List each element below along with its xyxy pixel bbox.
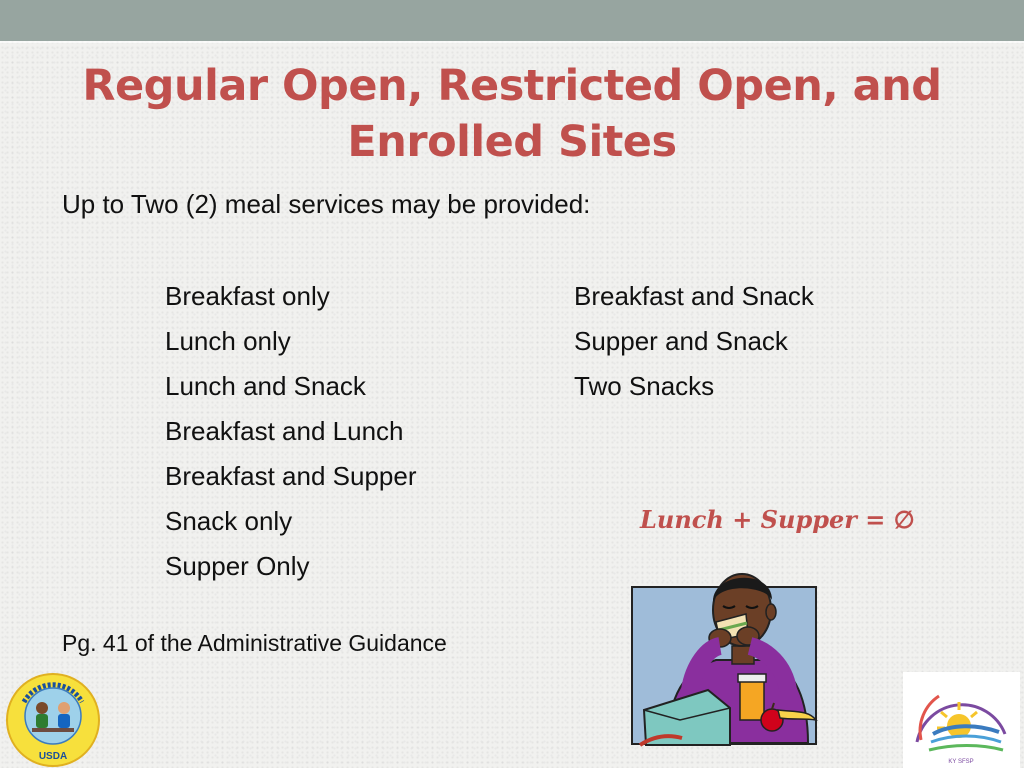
- ky-sfsp-logo: [903, 672, 1020, 768]
- equation-empty-set: ∅: [893, 505, 915, 534]
- boy-eating-lunch-icon: [620, 560, 840, 760]
- lunch-supper-equation: [640, 505, 915, 534]
- meal-option: Lunch and Snack: [165, 371, 366, 401]
- meal-option: Snack only: [165, 506, 293, 536]
- equation-term-supper: Supper: [760, 505, 857, 534]
- reference-note: Pg. 41 of the Administrative Guidance: [62, 630, 447, 656]
- equation-term-lunch: Lunch: [640, 505, 724, 534]
- meal-option: Lunch only: [165, 326, 291, 356]
- equation-plus: +: [723, 505, 761, 534]
- usda-label: USDA: [38, 751, 68, 762]
- equation-equals: =: [856, 505, 894, 534]
- meal-option: Breakfast and Supper: [165, 461, 417, 491]
- meal-option: Breakfast only: [165, 281, 330, 311]
- meal-option: Supper Only: [165, 551, 310, 581]
- summer-food-service-program-logo: [4, 672, 102, 768]
- meal-option: Two Snacks: [574, 371, 715, 401]
- top-bar: [0, 0, 1024, 41]
- ky-sfsp-label: KY SFSP: [948, 759, 974, 765]
- intro-text: Up to Two (2) meal services may be provided:: [62, 189, 591, 219]
- meal-option: Breakfast and Lunch: [165, 416, 404, 446]
- meal-option: Breakfast and Snack: [574, 281, 814, 311]
- slide-title: Regular Open, Restricted Open, and Enrolled Sites: [82, 61, 942, 167]
- meal-options-right: [574, 281, 814, 416]
- top-bar-divider: [0, 41, 1024, 43]
- meal-options-left: [165, 281, 417, 596]
- meal-option: Supper and Snack: [574, 326, 788, 356]
